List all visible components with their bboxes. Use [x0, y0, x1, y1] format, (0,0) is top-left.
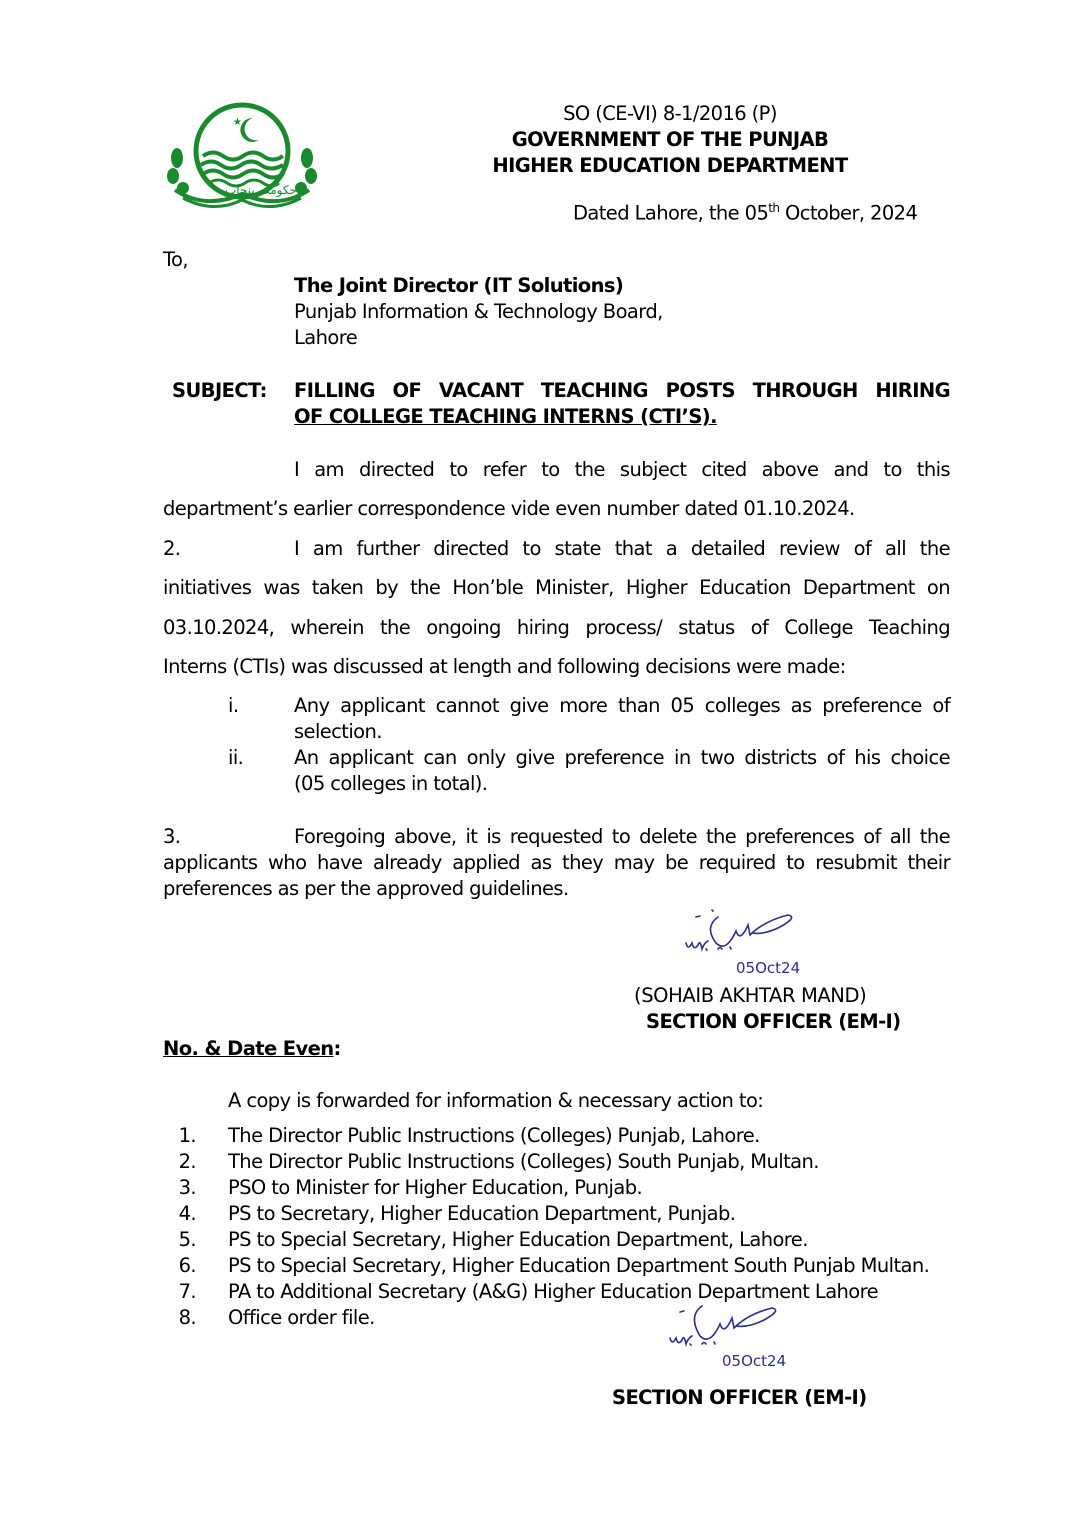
- decision-1-number: i.: [228, 694, 239, 717]
- government-title: GOVERNMENT OF THE PUNJAB: [511, 128, 829, 151]
- government-emblem-logo: [163, 98, 321, 214]
- recipient-item: 8. Office order file.: [178, 1306, 375, 1329]
- para1-line2: department’s earlier correspondence vide even number dated 01.10.2024.: [163, 497, 855, 520]
- signature-2: [662, 1300, 842, 1375]
- svg-text:★: ★: [233, 117, 242, 128]
- decision-2-line1: An applicant can only give preference in two districts of his choice: [294, 746, 950, 769]
- para3-line2: applicants who have already applied as they may be required to resubmit their: [163, 851, 950, 874]
- recipient-item: 2. The Director Public Instructions (Colleges) South Punjab, Multan.: [178, 1150, 819, 1173]
- decision-1-line1: Any applicant cannot give more than 05 colleges as preference of: [294, 694, 950, 717]
- para2-number: 2.: [163, 537, 181, 560]
- recipient-item: 5. PS to Special Secretary, Higher Education Department, Lahore.: [178, 1228, 808, 1251]
- decision-2-line2: (05 colleges in total).: [294, 772, 488, 795]
- department-title: HIGHER EDUCATION DEPARTMENT: [492, 154, 848, 177]
- subject-line-1: FILLING OF VACANT TEACHING POSTS THROUGH HIRING: [294, 379, 950, 402]
- signature-1: [678, 905, 858, 980]
- para3-number: 3.: [163, 825, 181, 848]
- decision-1-line2: selection.: [294, 720, 382, 743]
- para1-line1: I am directed to refer to the subject cited above and to this: [294, 458, 950, 481]
- signatory-name: (SOHAIB AKHTAR MAND): [634, 984, 867, 1007]
- subject-line-2: OF COLLEGE TEACHING INTERNS (CTI’S).: [294, 405, 717, 428]
- signatory-designation: SECTION OFFICER (EM-I): [646, 1010, 901, 1033]
- addressee-city: Lahore: [294, 326, 358, 349]
- para3-line3: preferences as per the approved guidelines.: [163, 877, 569, 900]
- para2-line2: initiatives was taken by the Hon’ble Minister, Higher Education Department on: [163, 576, 950, 599]
- recipient-item: 3. PSO to Minister for Higher Education, Punjab.: [178, 1176, 643, 1199]
- copy-intro: A copy is forwarded for information & necessary action to:: [228, 1089, 764, 1112]
- recipient-item: 1. The Director Public Instructions (Colleges) Punjab, Lahore.: [178, 1124, 760, 1147]
- recipient-item: 7. PA to Additional Secretary (A&G) Higher Education Department Lahore: [178, 1280, 879, 1303]
- subject-label: SUBJECT:: [172, 379, 267, 402]
- decision-2-number: ii.: [228, 746, 244, 769]
- recipient-item: 6. PS to Special Secretary, Higher Education Department South Punjab Multan.: [178, 1254, 930, 1277]
- no-and-date-even-heading: No. & Date Even:: [163, 1037, 341, 1060]
- para2-line4: Interns (CTIs) was discussed at length and following decisions were made:: [163, 655, 846, 678]
- para2-line1: I am further directed to state that a detailed review of all the: [294, 537, 950, 560]
- svg-text:05Oct24: 05Oct24: [736, 959, 801, 977]
- para2-line3: 03.10.2024, wherein the ongoing hiring process/ status of College Teaching: [163, 616, 950, 639]
- svg-text:حکومت پنجاب: حکومت پنجاب: [225, 183, 297, 197]
- signatory-designation-2: SECTION OFFICER (EM-I): [612, 1386, 867, 1409]
- handwritten-signature-icon: [662, 1300, 842, 1375]
- to-label: To,: [163, 248, 188, 271]
- addressee-org: Punjab Information & Technology Board,: [294, 300, 663, 323]
- punjab-emblem-icon: [163, 98, 321, 214]
- handwritten-signature-icon: [678, 905, 858, 980]
- addressee-title: The Joint Director (IT Solutions): [294, 274, 624, 297]
- para3-line1: Foregoing above, it is requested to delete the preferences of all the: [294, 825, 950, 848]
- svg-text:05Oct24: 05Oct24: [722, 1352, 787, 1370]
- letter-date: Dated Lahore, the 05th October, 2024: [573, 201, 918, 225]
- recipient-item: 4. PS to Secretary, Higher Education Department, Punjab.: [178, 1202, 736, 1225]
- file-number: SO (CE-VI) 8-1/2016 (P): [563, 102, 777, 125]
